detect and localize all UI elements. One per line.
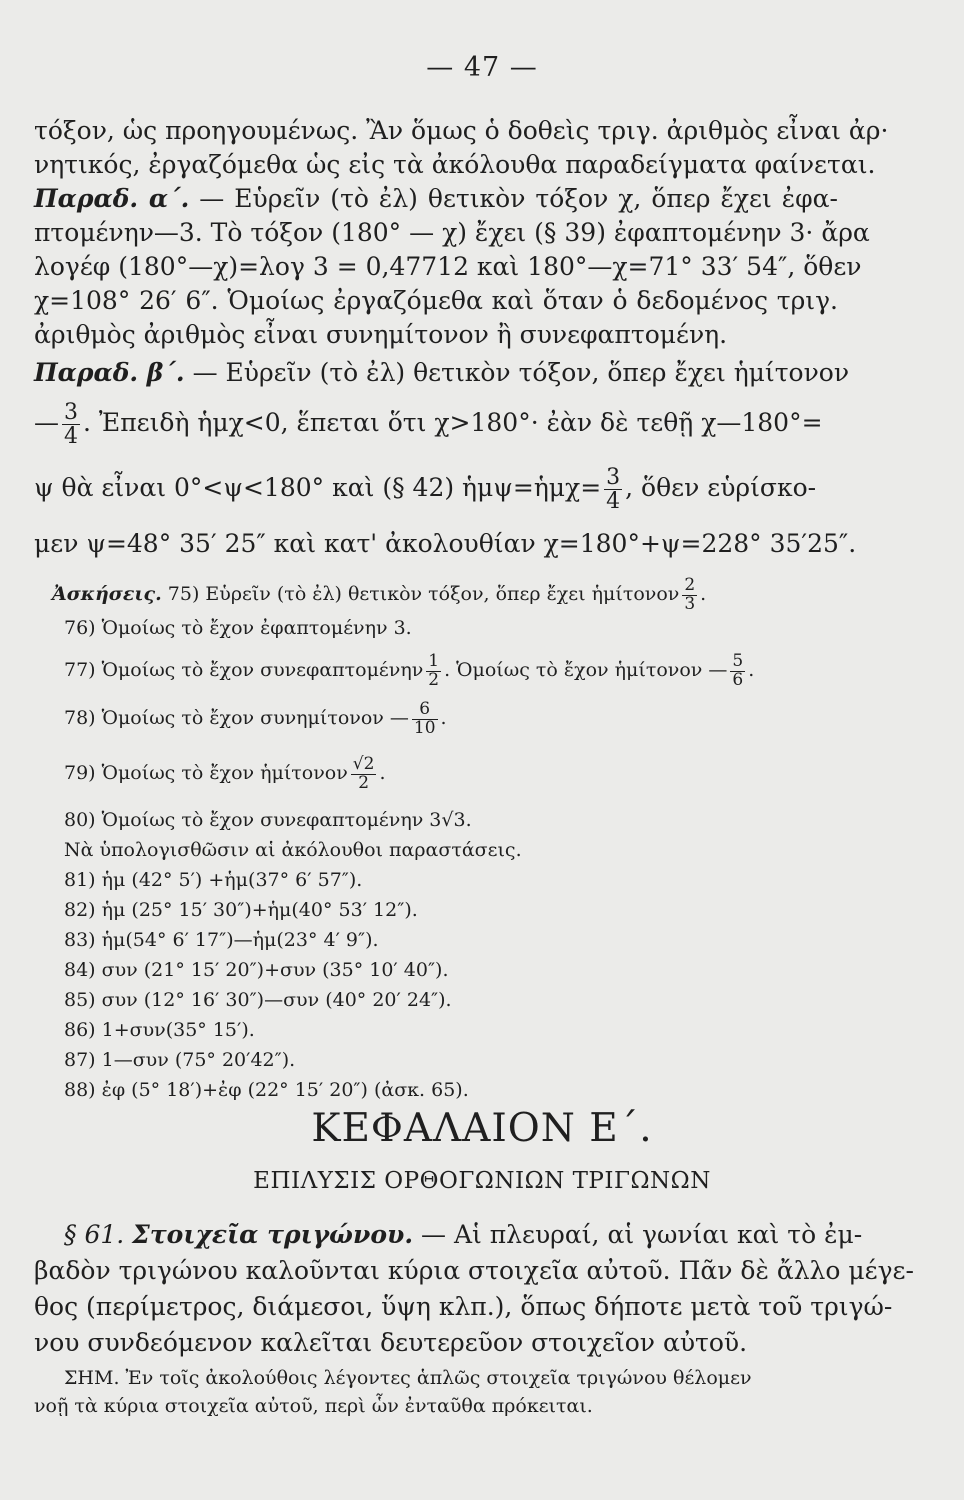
exercises-label: Ἀσκήσεις.: [52, 583, 162, 605]
denominator: 2: [358, 772, 370, 793]
exercise-85: 85) συν (12° 16′ 30″)—συν (40° 20′ 24″).: [64, 989, 452, 1011]
text-line: μεν ψ=48° 35′ 25″ καὶ κατ' ἀκολουθίαν χ=180°+ψ=228° 35′25″.: [34, 529, 857, 558]
numerator: √2: [352, 753, 375, 774]
exercise-83: 83) ἡμ(54° 6′ 17″)—ἡμ(23° 4′ 9″).: [64, 929, 379, 951]
text-line: λογέφ (180°—χ)=λογ 3 = 0,47712 καὶ 180°—χ=71° 33′ 54″, ὅθεν: [34, 252, 862, 281]
numerator: 3: [64, 399, 78, 425]
exercise-88: 88) ἐφ (5° 18′)+ἐφ (22° 15′ 20″) (ἀσκ. 65).: [64, 1079, 469, 1101]
text-line: [34, 356, 850, 390]
denominator: 4: [64, 424, 78, 449]
exercise-86: 86) 1+συν(35° 15′).: [64, 1019, 255, 1041]
fraction: [604, 466, 622, 513]
exercise-intro: Νὰ ὑπολογισθῶσιν αἱ ἀκόλουθοι παραστάσεις.: [64, 839, 522, 861]
numerator: 1: [428, 650, 440, 671]
text-span: , ὅθεν εὑρίσκο-: [625, 473, 817, 502]
exercise-87: 87) 1—συν (75° 20′42″).: [64, 1049, 296, 1071]
fraction: [682, 574, 697, 614]
text-span: 79) Ὁμοίως τὸ ἔχον ἡμίτονον: [64, 762, 348, 784]
denominator: 10: [413, 717, 436, 738]
text-line: χ=108° 26′ 6″. Ὁμοίως ἐργαζόμεθα καὶ ὅταν ὁ δεδομένος τριγ.: [34, 286, 838, 315]
exercise-80: 80) Ὁμοίως τὸ ἔχον συνεφαπτομένην 3√3.: [64, 809, 472, 831]
text-line: [34, 398, 838, 448]
section-line: [64, 1218, 863, 1252]
fraction: [412, 698, 438, 738]
exercise-82: 82) ἡμ (25° 15′ 30″)+ἡμ(40° 53′ 12″).: [64, 899, 418, 921]
section-heading: Στοιχεῖα τριγώνου.: [132, 1220, 414, 1249]
denominator: 3: [684, 593, 696, 614]
text-span: ψ θὰ εἶναι 0°<ψ<180° καὶ (§ 42) ἡμψ=ἡμχ=: [34, 473, 602, 502]
example-label: Παραδ. β΄.: [34, 358, 185, 387]
text-line: [34, 182, 838, 216]
example-text: — Εὑρεῖν (τὸ ἐλ) θετικὸν τόξον χ, ὅπερ ἔχει ἐφα-: [199, 184, 838, 213]
text-span: 77) Ὁμοίως τὸ ἔχον συνεφαπτομένην: [64, 659, 424, 681]
text-line: [34, 460, 838, 516]
exercise-77: 77) Ὁμοίως τὸ ἔχον συνεφαπτομένην $\frac{1}{2}$ . Ὁμοίως τὸ ἔχον ἡμίτονον — $\frac{5}{6}$ .: [64, 650, 755, 690]
minus-sign: —: [34, 408, 59, 437]
exercise-76: 76) Ὁμοίως τὸ ἔχον ἐφαπτομένην 3.: [64, 617, 412, 639]
exercise-75: Ἀσκήσεις. 75) Εὑρεῖν (τὸ ἐλ) θετικὸν τόξον, ὅπερ ἔχει ἡμίτονον $\frac{2}{3}$ .: [52, 574, 707, 614]
example-label: Παραδ. α΄.: [34, 184, 190, 213]
numerator: 6: [412, 701, 438, 720]
exercise-79: 79) Ὁμοίως τὸ ἔχον ἡμίτονον $\frac{√2}{2}$ .: [64, 753, 386, 793]
example-text: — Εὑρεῖν (τὸ ἐλ) θετικὸν τόξον, ὅπερ ἔχει ἡμίτονον: [192, 358, 850, 387]
numerator: 3: [606, 464, 621, 490]
chapter-subtitle: ΕΠΙΛΥΣΙΣ ΟΡΘΟΓΩΝΙΩΝ ΤΡΙΓΩΝΩΝ: [253, 1168, 711, 1194]
exercise-84: 84) συν (21° 15′ 20″)+συν (35° 10′ 40″).: [64, 959, 449, 981]
fraction: [426, 650, 441, 690]
text-span: — Αἱ πλευραί, αἱ γωνίαι καὶ τὸ ἐμ-: [421, 1220, 863, 1249]
text-line: τόξον, ὡς προηγουμένως. Ἂν ὅμως ὁ δοθεὶς τριγ. ἀριθμὸς εἶναι ἀρ·: [34, 116, 889, 145]
text-span: . Ὁμοίως τὸ ἔχον ἡμίτονον —: [444, 659, 728, 681]
text-span: 78) Ὁμοίως τὸ ἔχον συνημίτονον —: [64, 707, 409, 729]
page-number: — 47 —: [426, 52, 538, 83]
section-line: νου συνδεόμενον καλεῖται δευτερεῦον στοιχεῖον αὐτοῦ.: [34, 1328, 748, 1357]
text-line: ἀριθμὸς ἀριθμὸς εἶναι συνημίτονον ἢ συνεφαπτομένη.: [34, 320, 728, 349]
section-number: § 61.: [64, 1220, 125, 1249]
denominator: 2: [428, 669, 440, 690]
text-span: . Ἐπειδὴ ἡμχ<0, ἕπεται ὅτι χ>180°· ἐὰν δὲ τεθῇ χ—180°=: [83, 408, 823, 437]
numerator: 5: [732, 650, 744, 671]
denominator: 6: [732, 669, 744, 690]
note-line: ΣΗΜ. Ἐν τοῖς ἀκολούθοις λέγοντες ἁπλῶς στοιχεῖα τριγώνου θέλομεν: [64, 1367, 752, 1389]
denominator: 4: [606, 489, 621, 514]
chapter-title: ΚΕΦΑΛΑΙΟΝ Ε΄.: [311, 1106, 653, 1151]
text-line: πτομένην—3. Τὸ τόξον (180° — χ) ἔχει (§ 39) ἐφαπτομένην 3· ἄρα: [34, 218, 870, 247]
section-line: θος (περίμετρος, διάμεσοι, ὕψη κλπ.), ὅπως δήποτε μετὰ τοῦ τριγώ-: [34, 1292, 893, 1321]
fraction: [730, 650, 745, 690]
section-line: βαδὸν τριγώνου καλοῦνται κύρια στοιχεῖα αὐτοῦ. Πᾶν δὲ ἄλλο μέγε-: [34, 1256, 914, 1285]
fraction: [62, 401, 80, 448]
text-span: 75) Εὑρεῖν (τὸ ἐλ) θετικὸν τόξον, ὅπερ ἔχει ἡμίτονον: [167, 583, 680, 605]
numerator: 2: [684, 574, 696, 595]
exercise-81: 81) ἡμ (42° 5′) +ἡμ(37° 6′ 57″).: [64, 869, 363, 891]
fraction: [351, 753, 377, 793]
text-line: νητικός, ἐργαζόμεθα ὡς εἰς τὰ ἀκόλουθα παραδείγματα φαίνεται.: [34, 150, 876, 179]
note-line: νοῇ τὰ κύρια στοιχεῖα αὐτοῦ, περὶ ὧν ἐνταῦθα πρόκειται.: [34, 1395, 593, 1417]
exercise-78: 78) Ὁμοίως τὸ ἔχον συνημίτονον — $\frac{6}{10}$ .: [64, 698, 447, 738]
